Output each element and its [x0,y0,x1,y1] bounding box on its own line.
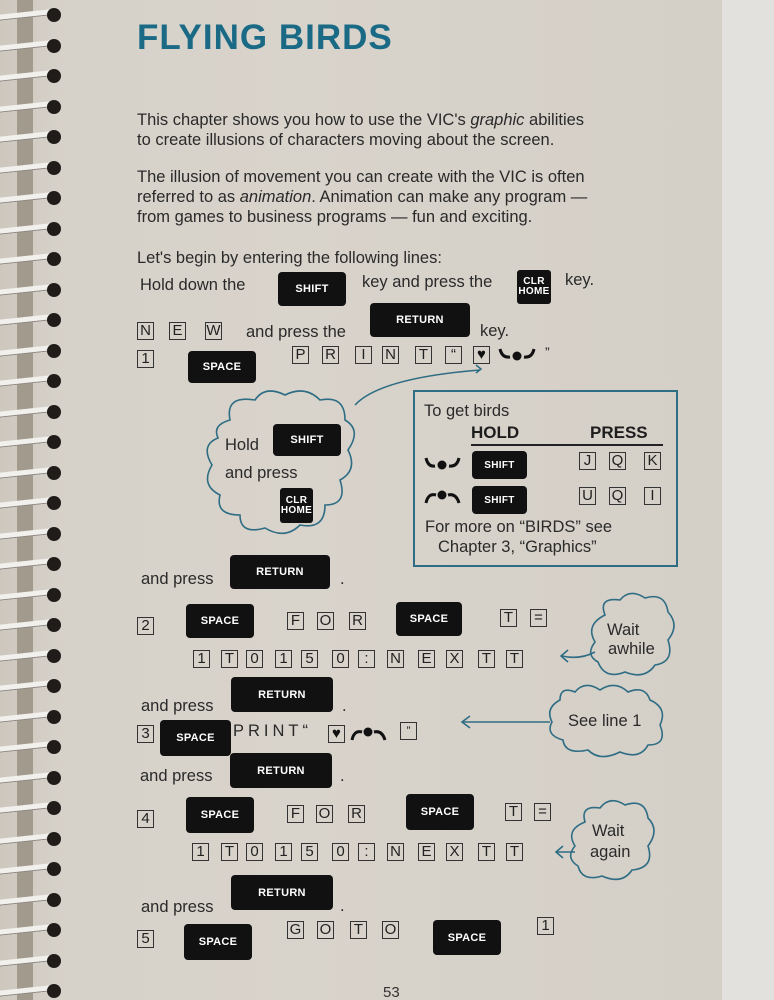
letter-key[interactable]: R [322,346,339,364]
letter-key[interactable]: I [355,346,372,364]
space-key[interactable]: SPACE [406,794,474,830]
text: The illusion of movement you can create with the VIC is often [137,168,585,186]
letter-key[interactable]: N [382,346,399,364]
cloud-text: and press [225,464,298,482]
letter-key[interactable]: T [221,650,238,668]
letter-key[interactable]: T [478,843,495,861]
period: . [340,897,345,915]
space-key[interactable]: SPACE [186,797,254,833]
text: This chapter shows you how to use the VIC's [137,111,471,129]
letter-key[interactable]: N [137,322,154,340]
cloud-text: Hold [225,436,259,454]
letter-key[interactable]: = [530,609,547,627]
letter-key[interactable]: K [644,452,661,470]
cloud-text: awhile [608,640,655,658]
key-label: HOME [280,504,313,516]
shift-key[interactable]: SHIFT [278,272,346,306]
hold-header: HOLD [471,423,520,442]
letter-key[interactable]: E [418,650,435,668]
page-title: FLYING BIRDS [137,18,393,57]
key-label: CLR [523,276,545,287]
shift-key[interactable]: SHIFT [472,451,527,479]
print-text: PRINT“ [233,722,312,740]
return-key[interactable]: RETURN [370,303,470,337]
close-quote: ” [545,344,550,360]
letter-key[interactable]: Q [609,487,626,505]
shift-key[interactable]: SHIFT [472,486,527,514]
heart-key[interactable]: ♥ [473,346,490,364]
space-key[interactable]: SPACE [396,602,462,636]
instruction-text: key. [480,322,510,340]
letter-key[interactable]: T [506,650,523,668]
letter-key[interactable]: X [446,843,463,861]
key-label: HOME [518,286,550,297]
space-key[interactable]: SPACE [184,924,252,960]
intro-paragraph-3: Let's begin by entering the following lines: [137,249,442,267]
letter-key[interactable]: F [287,612,304,630]
instruction-text: and press [141,697,214,715]
letter-key[interactable]: O [316,805,333,823]
emphasis: animation [239,188,312,206]
cloud-text: again [590,843,631,861]
letter-key[interactable]: R [349,612,366,630]
letter-key[interactable]: : [358,843,375,861]
shift-key[interactable]: SHIFT [273,424,341,456]
line-number-key[interactable]: 3 [137,725,154,743]
instruction-text: key and press the [362,273,493,291]
letter-key[interactable]: P [292,346,309,364]
letter-key[interactable]: 0 [246,650,263,668]
letter-key[interactable]: O [317,921,334,939]
return-key[interactable]: RETURN [231,677,333,712]
text: . Animation can make any program — [311,188,588,206]
instruction-text: and press [140,767,213,785]
letter-key[interactable]: R [348,805,365,823]
text: to create illusions of characters moving about the screen. [137,131,555,149]
letter-key[interactable]: 1 [193,650,210,668]
key-label: CLR [285,494,308,506]
return-key[interactable]: RETURN [230,555,330,589]
letter-key[interactable]: F [287,805,304,823]
letter-key[interactable]: : [358,650,375,668]
heart-key[interactable]: ♥ [328,725,345,743]
text: from games to business programs — fun and exciting. [137,208,533,226]
box-title: To get birds [424,402,510,420]
page-number: 53 [383,984,400,1000]
space-key[interactable]: SPACE [433,920,501,955]
text: referred to as [137,188,240,206]
letter-key[interactable]: U [579,487,596,505]
letter-key[interactable]: 0 [332,650,349,668]
letter-key[interactable]: = [534,803,551,821]
period: . [340,767,345,785]
letter-key[interactable]: O [317,612,334,630]
letter-key[interactable]: T [500,609,517,627]
line-number-key[interactable]: 5 [137,930,154,948]
letter-key[interactable]: N [387,650,404,668]
space-key[interactable]: SPACE [188,351,256,383]
target-line-key[interactable]: 1 [537,917,554,935]
period: . [340,570,345,588]
instruction-text: and press [141,898,214,916]
letter-key[interactable]: 5 [301,650,318,668]
letter-key[interactable]: O [382,921,399,939]
letter-key[interactable]: 1 [192,843,209,861]
letter-key[interactable]: T [415,346,432,364]
line-number-key[interactable]: 2 [137,617,154,635]
instruction-text: and press the [246,323,346,341]
letter-key[interactable]: I [644,487,661,505]
text: abilities [524,111,585,129]
return-key[interactable]: RETURN [230,753,332,788]
letter-key[interactable]: E [169,322,186,340]
press-header: PRESS [590,423,648,442]
letter-key[interactable]: 5 [301,843,318,861]
letter-key[interactable]: Q [609,452,626,470]
letter-key[interactable]: 1 [275,650,292,668]
letter-key[interactable]: “ [445,346,462,364]
line-number-key[interactable]: 4 [137,810,154,828]
letter-key[interactable]: X [446,650,463,668]
letter-key[interactable]: G [287,921,304,939]
letter-key[interactable]: 1 [275,843,292,861]
instruction-text: and press [141,570,214,588]
letter-key[interactable]: N [387,843,404,861]
letter-key[interactable]: T [505,803,522,821]
emphasis: graphic [470,111,525,129]
space-key[interactable]: SPACE [160,720,231,756]
cloud-text: See line 1 [568,712,642,730]
instruction-text: Hold down the [140,276,246,294]
box-footer: Chapter 3, “Graphics” [438,538,597,556]
letter-key[interactable]: W [206,322,221,339]
letter-key[interactable]: E [418,843,435,861]
letter-key[interactable]: T [506,843,523,861]
return-key[interactable]: RETURN [231,875,333,910]
instruction-text: key. [565,271,595,289]
period: . [342,697,347,715]
space-key[interactable]: SPACE [186,604,254,638]
cloud-text: Wait [592,822,625,840]
line-number-key[interactable]: 1 [137,350,154,368]
letter-key[interactable]: 0 [246,843,263,861]
box-footer: For more on “BIRDS” see [425,518,613,536]
letter-key[interactable]: T [478,650,495,668]
letter-key[interactable]: 0 [332,843,349,861]
letter-key[interactable]: T [221,843,238,861]
letter-key[interactable]: T [350,921,367,939]
letter-key[interactable]: J [579,452,596,470]
cloud-text: Wait [607,621,640,639]
close-quote-key[interactable]: ” [400,722,417,740]
